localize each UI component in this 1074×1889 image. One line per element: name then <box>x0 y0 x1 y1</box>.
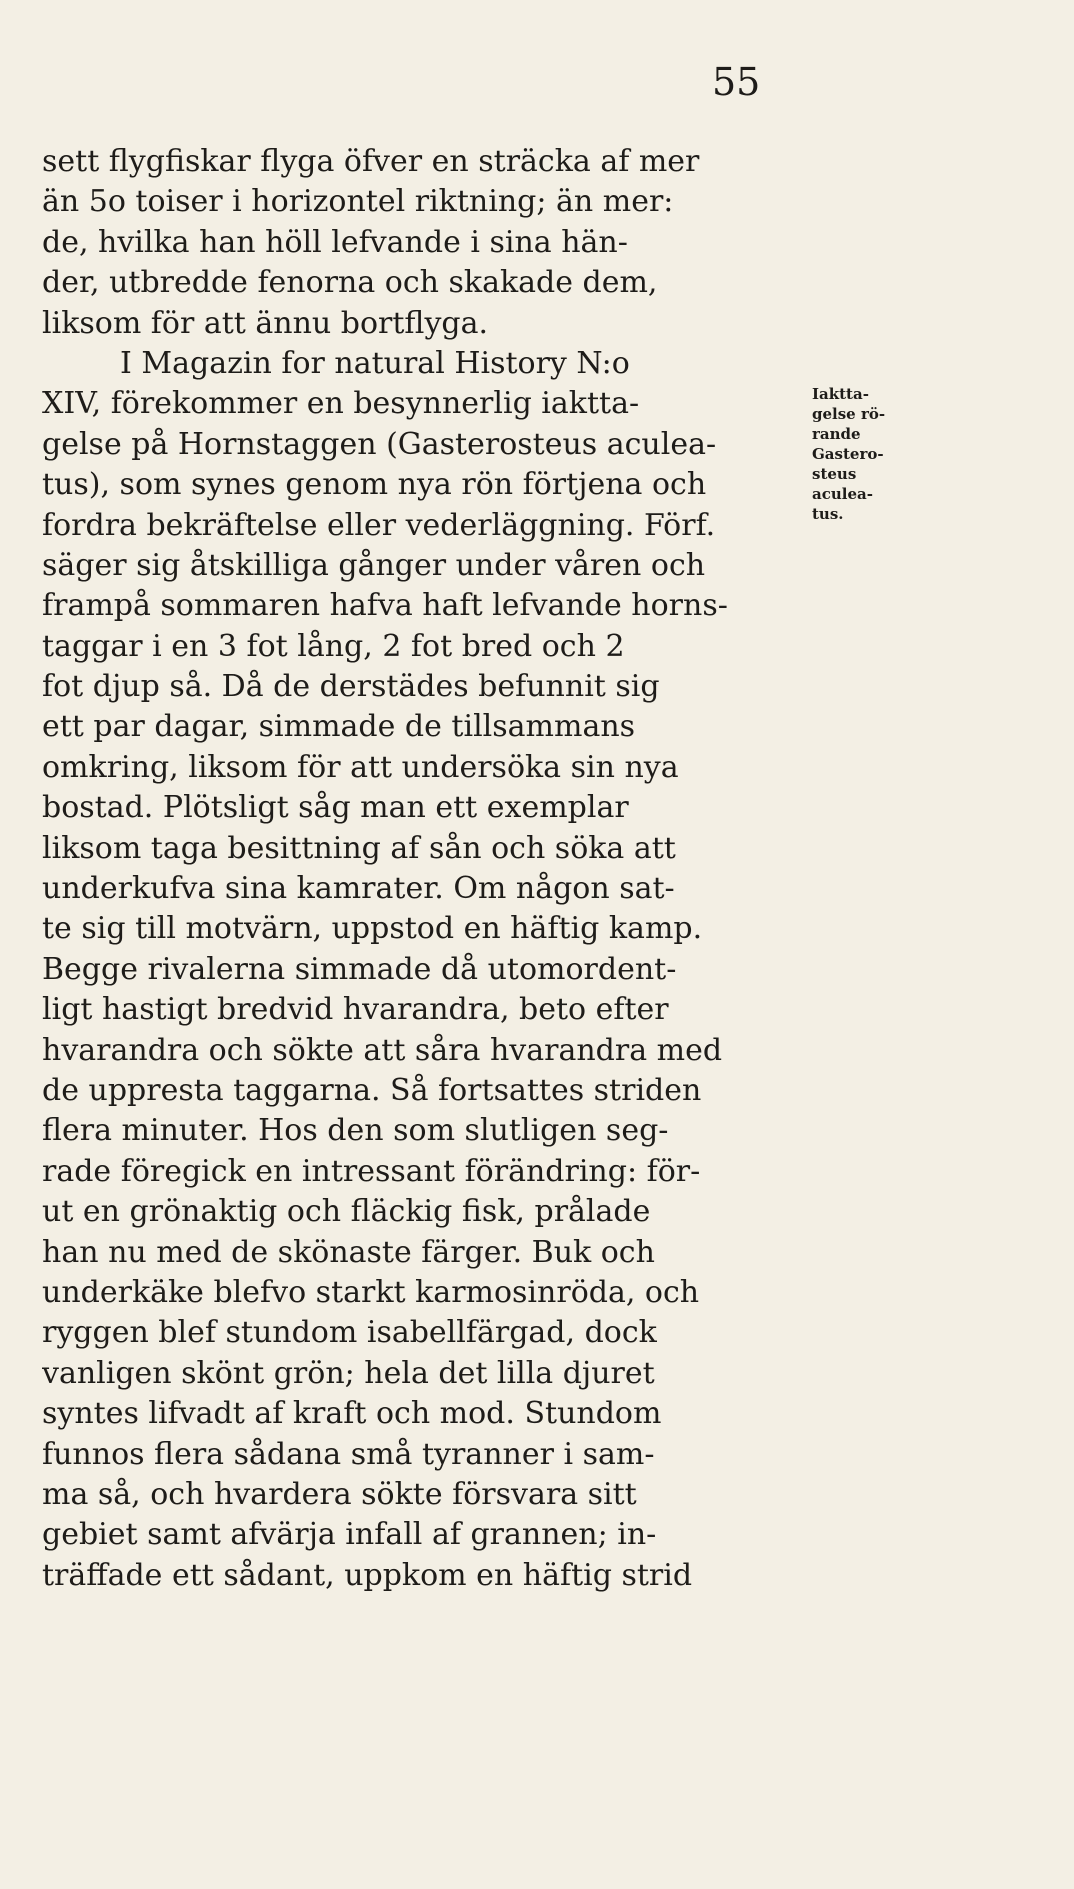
text-line: Begge rivalerna simmade då utomordent- <box>42 951 677 987</box>
text-line: I Magazin for natural History N:o <box>120 345 630 381</box>
text-line: ett par dagar, simmade de tillsammans <box>42 709 636 745</box>
page-number: 55 <box>712 60 761 104</box>
text-line: omkring, liksom för att undersöka sin nya <box>42 749 679 785</box>
margin-note: Iaktta- <box>812 385 869 403</box>
margin-note: tus. <box>812 505 844 523</box>
text-line: vanligen skönt grön; hela det lilla djuret <box>42 1355 655 1391</box>
text-line: säger sig åtskilliga gånger under våren och <box>42 547 706 583</box>
text-line: der, utbredde fenorna och skakade dem, <box>42 265 658 301</box>
text-line: XIV, förekommer en besynnerlig iaktta- <box>42 386 640 422</box>
margin-note: steus <box>812 465 857 483</box>
margin-note: Gastero- <box>812 445 884 463</box>
text-line: frampå sommaren hafva haft lefvande horns- <box>42 588 728 624</box>
text-line: träffade ett sådant, uppkom en häftig strid <box>42 1557 693 1593</box>
margin-note: gelse rö- <box>812 405 886 423</box>
text-line: syntes lifvadt af kraft och mod. Stundom <box>42 1396 662 1432</box>
text-line: underkäke blefvo starkt karmosinröda, och <box>42 1274 700 1310</box>
text-line: funnos flera sådana små tyranner i sam- <box>42 1436 655 1472</box>
text-line: liksom för att ännu bortflyga. <box>42 305 489 341</box>
text-line: tus), som synes genom nya rön förtjena och <box>42 467 707 503</box>
text-line: sett flygfiskar flyga öfver en sträcka af mer <box>42 144 700 179</box>
text-line: de uppresta taggarna. Så fortsattes striden <box>42 1072 702 1108</box>
text-line: fot djup så. Då de derstädes befunnit sig <box>42 669 660 705</box>
text-line: ryggen blef stundom isabellfärgad, dock <box>42 1315 657 1351</box>
text-line: än 5o toiser i horizontel riktning; än mer: <box>42 184 674 220</box>
text-line: rade föregick en intressant förändring: för- <box>42 1153 701 1189</box>
text-line: gebiet samt afvärja infall af grannen; in- <box>42 1517 657 1553</box>
text-line: gelse på Hornstaggen (Gasterosteus aculea- <box>42 426 717 462</box>
text-line: taggar i en 3 fot lång, 2 fot bred och 2 <box>42 628 625 664</box>
text-line: liksom taga besittning af sån och söka att <box>42 830 676 866</box>
text-line: han nu med de skönaste färger. Buk och <box>42 1234 655 1270</box>
margin-note: rande <box>812 425 861 443</box>
text-line: bostad. Plötsligt såg man ett exemplar <box>42 790 629 826</box>
text-line: ligt hastigt bredvid hvarandra, beto efter <box>42 992 669 1028</box>
text-line: de, hvilka han höll lefvande i sina hän- <box>42 224 628 260</box>
body-text <box>42 142 792 1596</box>
text-line: fordra bekräftelse eller vederläggning. Förf. <box>42 507 716 543</box>
text-line: te sig till motvärn, uppstod en häftig kamp. <box>42 911 703 947</box>
text-line: ut en grönaktig och fläckig fisk, prålade <box>42 1194 651 1230</box>
text-line: hvarandra och sökte att såra hvarandra med <box>42 1032 723 1068</box>
text-line: underkufva sina kamrater. Om någon sat- <box>42 871 675 907</box>
margin-note: aculea- <box>812 485 873 503</box>
text-line: ma så, och hvardera sökte försvara sitt <box>42 1476 637 1512</box>
text-line: flera minuter. Hos den som slutligen seg- <box>42 1113 669 1149</box>
